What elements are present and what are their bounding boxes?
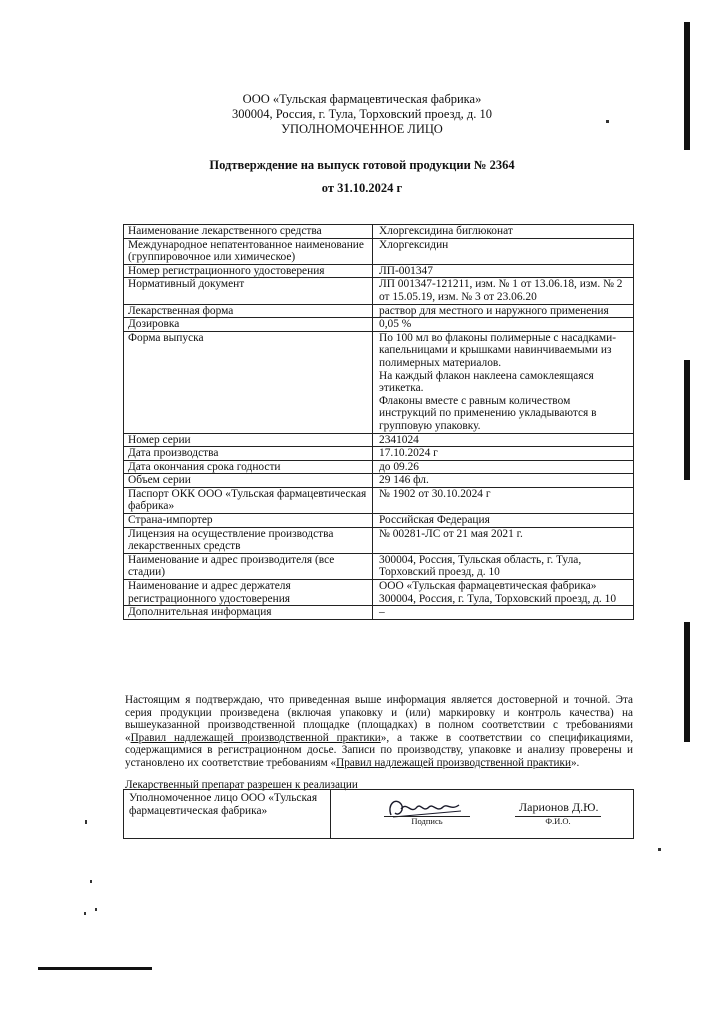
row-label: Номер регистрационного удостоверения — [124, 264, 373, 278]
gmp-reference-1: Правил надлежащей производственной практики — [130, 731, 381, 744]
scan-speck — [658, 848, 661, 851]
row-value: ЛП 001347-121211, изм. № 1 от 13.06.18, изм. № 2 от 15.05.19, изм. № 3 от 23.06.20 — [373, 278, 634, 304]
scan-speck — [85, 820, 87, 824]
document-title: Подтверждение на выпуск готовой продукции № 2364 — [209, 158, 515, 172]
table-row — [124, 580, 634, 606]
row-value: 17.10.2024 г — [373, 447, 634, 461]
gmp-reference-2: Правил надлежащей производственной практики — [336, 756, 571, 769]
row-value: № 1902 от 30.10.2024 г — [373, 487, 634, 513]
row-label: Нормативный документ — [124, 278, 373, 304]
row-label: Дозировка — [124, 318, 373, 332]
table-row — [124, 527, 634, 553]
scan-speck — [95, 908, 97, 911]
fio-label: Ф.И.О. — [545, 816, 571, 826]
table-row — [124, 318, 634, 332]
signature-label: Подпись — [411, 816, 443, 826]
document-date: от 31.10.2024 г — [321, 181, 403, 195]
table-row — [124, 487, 634, 513]
table-row — [124, 278, 634, 304]
row-label: Паспорт ОКК ООО «Тульская фармацевтическая фабрика» — [124, 487, 373, 513]
row-value: 0,05 % — [373, 318, 634, 332]
row-value: – — [373, 606, 634, 620]
row-value: № 00281-ЛС от 21 мая 2021 г. — [373, 527, 634, 553]
table-row — [124, 433, 634, 447]
row-label: Международное непатентованное наименование (группировочное или химическое) — [124, 238, 373, 264]
release-permission: Лекарственный препарат разрешен к реализации — [125, 779, 358, 791]
row-value: По 100 мл во флаконы полимерные с насадками-капельницами и крышками навинчиваемыми из полимерных материалов. На каждый флакон наклеена самоклеящаяся этикетка. Флаконы вместе с равным количеством инструкций по применению укладываются в групповую упаковку. — [373, 331, 634, 433]
table-row — [124, 606, 634, 620]
scan-speck — [90, 880, 92, 883]
scan-edge-mark — [684, 360, 690, 480]
row-label: Номер серии — [124, 433, 373, 447]
row-value: 300004, Россия, Тульская область, г. Тула, Торховский проезд, д. 10 — [373, 553, 634, 579]
scan-edge-mark — [684, 22, 690, 150]
confirmation-text: Настоящим я подтверждаю, что приведенная выше информация является достоверной и точной. Эта серия продукции произведена (включая упаковку и (или) маркировку и контроль качества) на вышеуказанной производственной площадке (площадках) в полном соответствии с требованиями «Правил надлежащей производственной практики», а также в соответствии со спецификациями, содержащимися в регистрационном досье. Записи по производству, упаковке и анализу проверены и установлено их соответствие требованиям «Правил надлежащей производственной практики». — [125, 694, 633, 769]
row-label: Дата окончания срока годности — [124, 460, 373, 474]
table-row — [124, 447, 634, 461]
row-value: Российская Федерация — [373, 514, 634, 528]
row-label: Лекарственная форма — [124, 304, 373, 318]
table-row — [124, 553, 634, 579]
row-value: ЛП-001347 — [373, 264, 634, 278]
row-label: Наименование и адрес держателя регистрационного удостоверения — [124, 580, 373, 606]
company-address: 300004, Россия, г. Тула, Торховский проезд, д. 10 — [231, 107, 493, 121]
row-label: Дополнительная информация — [124, 606, 373, 620]
row-value: 2341024 — [373, 433, 634, 447]
table-row — [124, 460, 634, 474]
product-info-table — [123, 224, 634, 620]
signer-name: Ларионов Д.Ю. — [519, 800, 599, 814]
row-label: Лицензия на осуществление производства лекарственных средств — [124, 527, 373, 553]
row-label: Наименование и адрес производителя (все стадии) — [124, 553, 373, 579]
row-label: Объем серии — [124, 474, 373, 488]
row-value: 29 146 фл. — [373, 474, 634, 488]
scan-speck — [84, 912, 86, 915]
scan-speck — [606, 120, 609, 123]
row-value: ООО «Тульская фармацевтическая фабрика» 300004, Россия, г. Тула, Торховский проезд, д. 10 — [373, 580, 634, 606]
row-label: Страна-импортер — [124, 514, 373, 528]
company-name: ООО «Тульская фармацевтическая фабрика» — [242, 92, 482, 106]
scan-edge-mark — [38, 967, 152, 970]
table-row — [124, 238, 634, 264]
row-label: Наименование лекарственного средства — [124, 225, 373, 239]
row-value: Хлоргексидин — [373, 238, 634, 264]
authorized-person-heading: УПОЛНОМОЧЕННОЕ ЛИЦО — [281, 122, 443, 136]
row-label: Форма выпуска — [124, 331, 373, 433]
table-row — [124, 264, 634, 278]
authorized-person-cell: Уполномоченное лицо ООО «Тульская фармацевтическая фабрика» — [124, 790, 331, 839]
table-row — [124, 331, 634, 433]
table-row — [124, 304, 634, 318]
table-row — [124, 514, 634, 528]
row-label: Дата производства — [124, 447, 373, 461]
scan-edge-mark — [684, 622, 690, 742]
table-row — [124, 474, 634, 488]
row-value: Хлоргексидина биглюконат — [373, 225, 634, 239]
table-row — [124, 225, 634, 239]
row-value: раствор для местного и наружного применения — [373, 304, 634, 318]
row-value: до 09.26 — [373, 460, 634, 474]
